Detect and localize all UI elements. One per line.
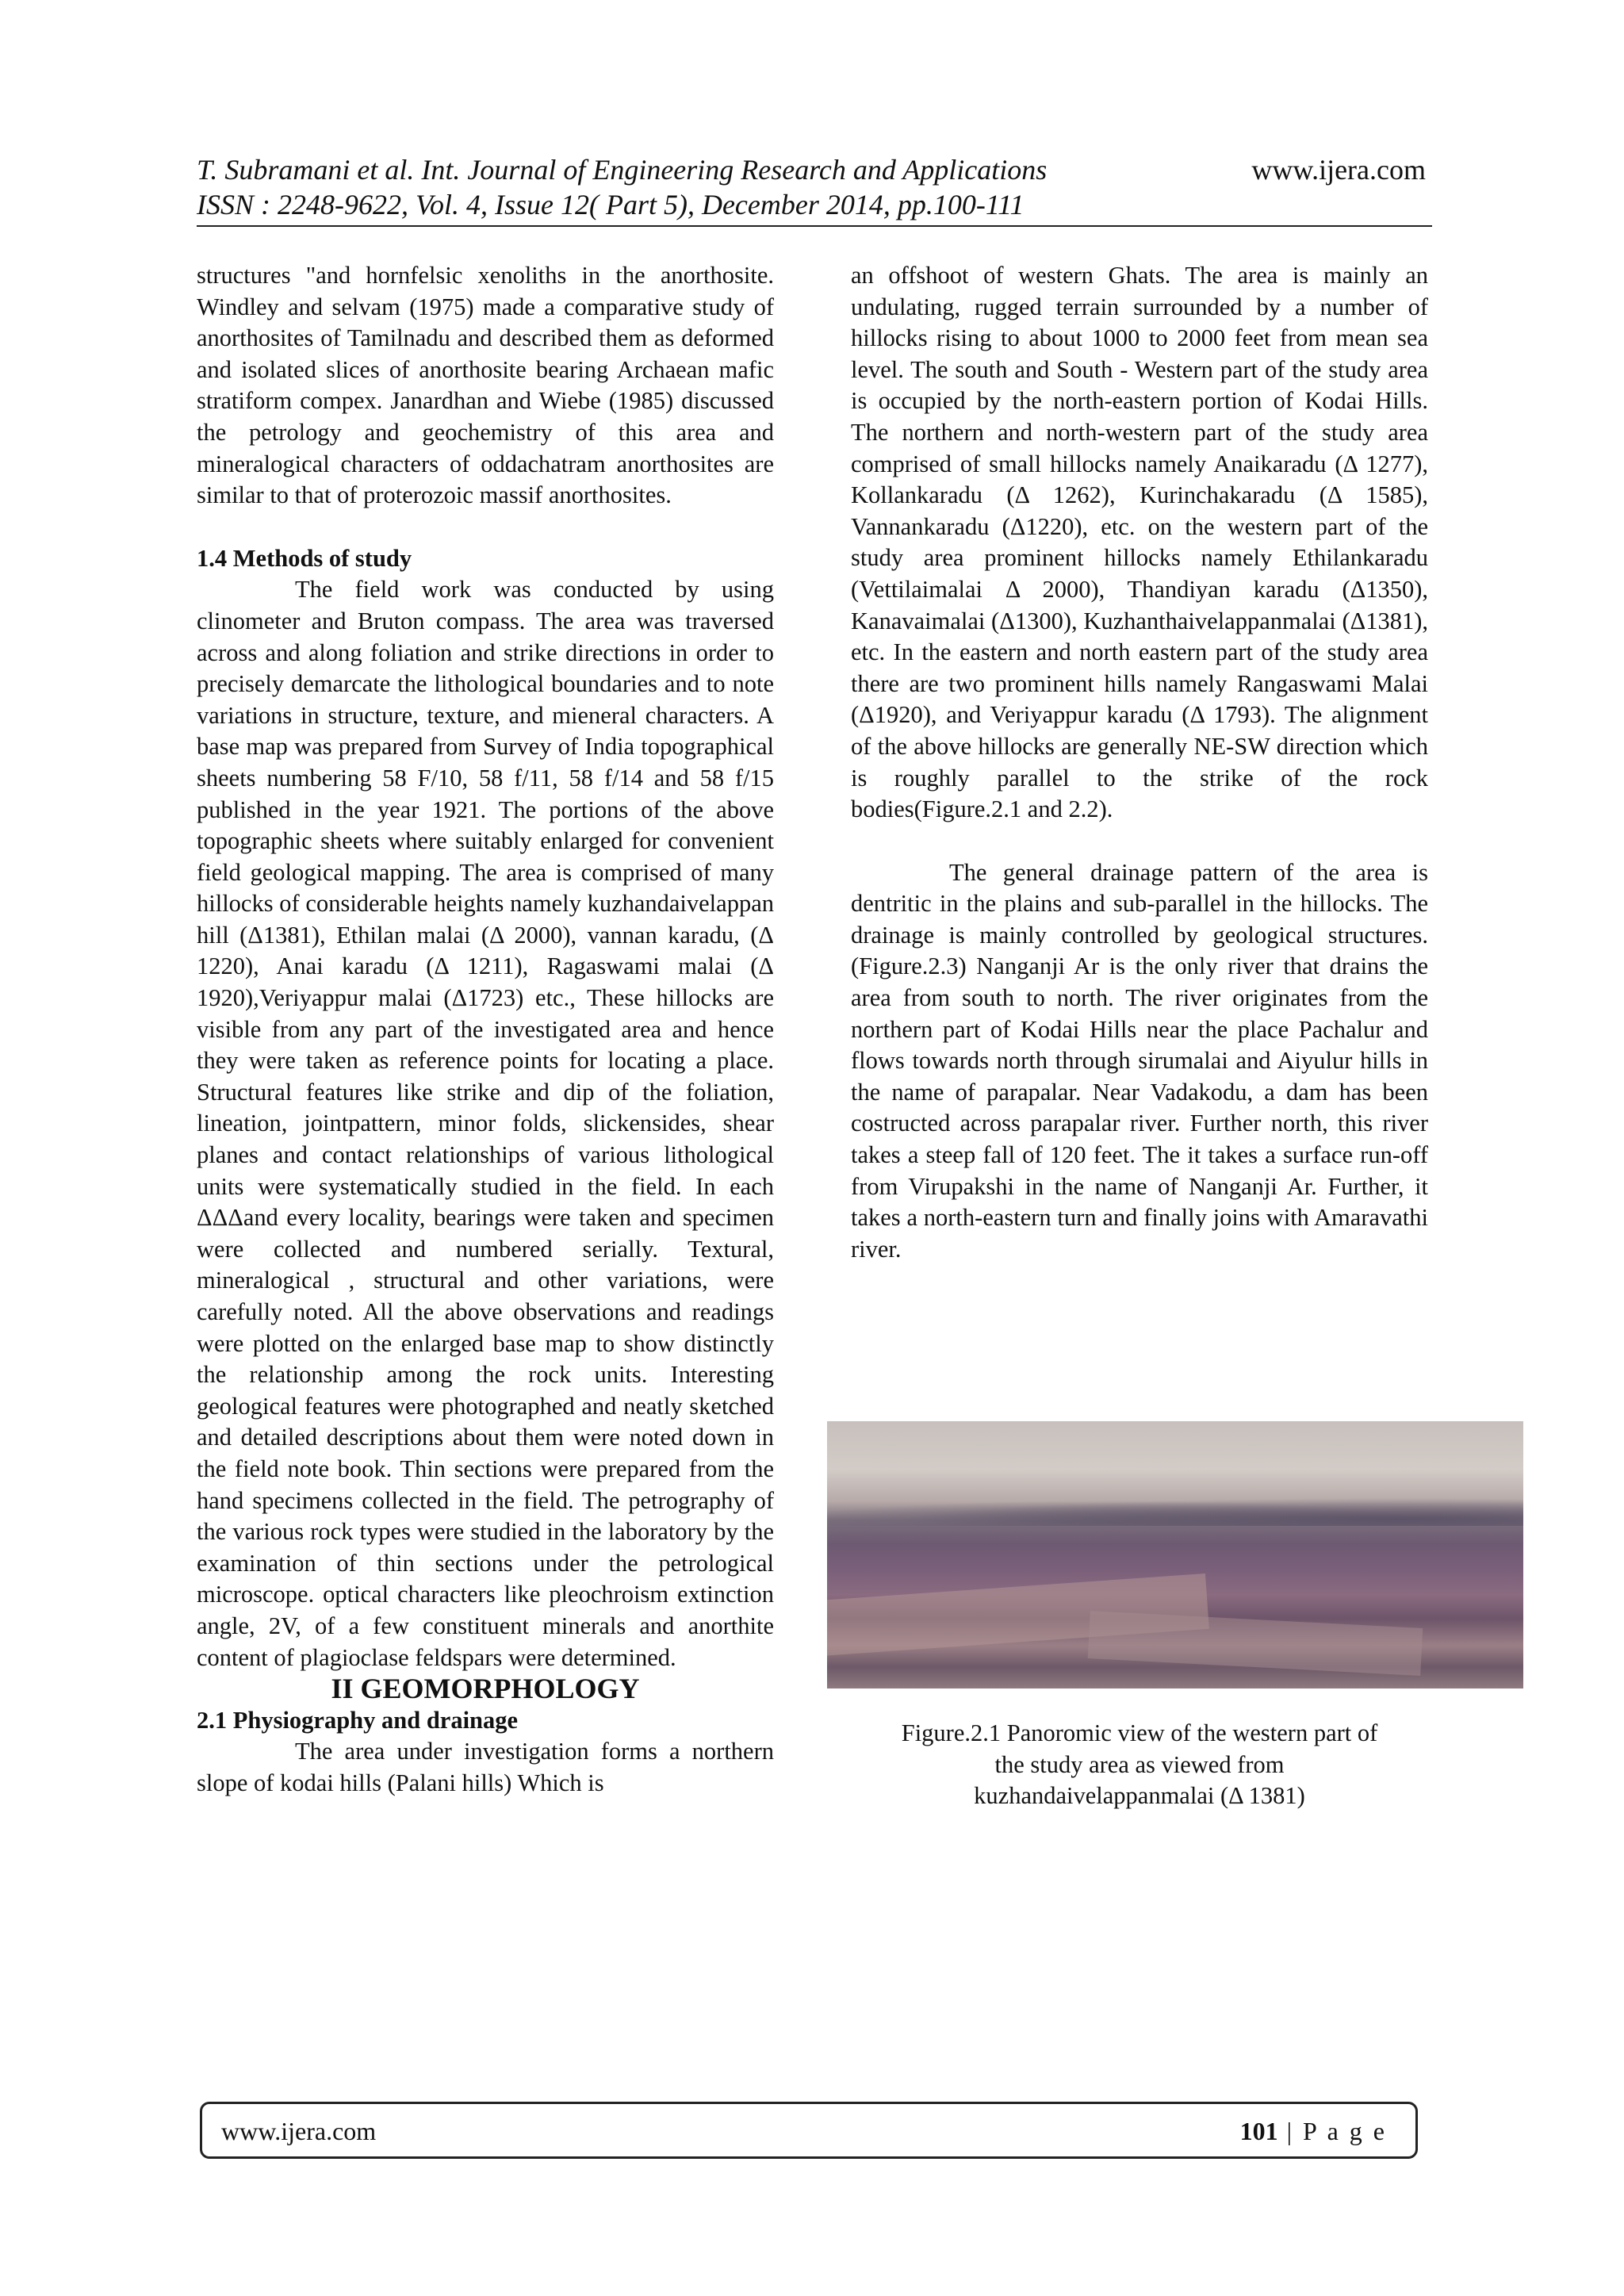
page-label: | P a g e — [1277, 2117, 1387, 2145]
caption-line: the study area as viewed from — [994, 1750, 1285, 1778]
header-website-link[interactable]: www.ijera.com — [1251, 154, 1426, 186]
journal-citation-line — [197, 152, 1426, 187]
drainage-paragraph: The general drainage pattern of the area is dentritic in the plains and sub-parallel in the hillocks. The drainage is mainly controlled by geological structures.(Figure.2.3) Nanganji Ar is the only river that drains the area from south to north. The river originates from the northern part of Kodai Hills near the place Pachalur and flows towards north through sirumalai and Aiyulur hills in the name of parapalar. Near Vadakodu, a dam has been costructed across parapalar river. Further north, this river takes a steep fall of 120 feet. The it takes a surface run-off from Virupakshi in the name of Nanganji Ar. Further, it takes a north-eastern turn and finally joins with Amaravathi river. — [851, 858, 1428, 1263]
physiography-paragraph: The area under investigation forms a northern slope of kodai hills (Palani hills) Which is — [197, 1738, 774, 1796]
issn-line: ISSN : 2248-9622, Vol. 4, Issue 12( Part 5), December 2014, pp.100-111 — [197, 189, 1025, 220]
section-heading: II GEOMORPHOLOGY — [331, 1673, 640, 1705]
right-column — [851, 260, 1428, 1265]
footer-website-link[interactable]: www.ijera.com — [221, 2117, 377, 2145]
methods-heading: 1.4 Methods of study — [197, 544, 412, 572]
paragraph-spacer — [197, 512, 774, 543]
terrain-paragraph: an offshoot of western Ghats. The area is mainly an undulating, rugged terrain surrounded by a number of hillocks rising to about 1000 to 2000 feet from mean sea level. The south and South - Western part of the study area is occupied by the north-eastern portion of Kodai Hills. The northern and north-western part of the study area comprised of small hillocks namely Anaikaradu (Δ 1277), Kollankaradu (Δ 1262), Kurinchakaradu (Δ 1585), Vannankaradu (Δ1220), etc. on the western part of the study area prominent hillocks namely Ethilankaradu (Vettilaimalai Δ 2000), Thandiyan karadu (Δ1350), Kanavaimalai (Δ1300), Kuzhanthaivelappanmalai (Δ1381), etc. In the eastern and north eastern part of the study area there are two prominent hills namely Rangaswami Malai (Δ1920), and Veriyappur karadu (Δ 1793). The alignment of the above hillocks are generally NE-SW direction which is roughly parallel to the strike of the rock bodies(Figure.2.1 and 2.2). — [851, 262, 1428, 823]
intro-paragraph: structures "and hornfelsic xenoliths in the anorthosite. Windley and selvam (1975) made a comparative study of anorthosites of Tamilnadu and described them as deformed and isolated slices of anorthosite bearing Archaean mafic stratiform compex. Janardhan and Wiebe (1985) discussed the petrology and geochemistry of this area and mineralogical characters of oddachatram anorthosites are similar to that of proterozoic massif anorthosites. — [197, 262, 774, 509]
figure-caption — [851, 1718, 1428, 1812]
foreground-field — [1088, 1611, 1423, 1676]
running-header — [197, 152, 1426, 222]
paragraph-spacer — [851, 826, 1428, 857]
page-number: 101 — [1239, 2117, 1278, 2145]
physiography-heading: 2.1 Physiography and drainage — [197, 1706, 519, 1734]
distant-hills — [827, 1494, 1523, 1526]
header-divider — [197, 225, 1432, 227]
page-footer — [200, 2102, 1418, 2159]
left-column — [197, 260, 774, 1800]
panoramic-photo — [827, 1421, 1523, 1688]
journal-title: T. Subramani et al. Int. Journal of Engineering Research and Applications — [197, 154, 1048, 186]
methods-paragraph: The field work was conducted by using clinometer and Bruton compass. The area was traversed across and along foliation and strike directions in order to precisely demarcate the lithological boundaries and to note variations in structure, texture, and mieneral characters. A base map was prepared from Survey of India topographical sheets numbering 58 F/10, 58 f/11, 58 f/14 and 58 f/15 published in the year 1921. The portions of the above topographic sheets where suitably enlarged for convenient field geological mapping. The area is comprised of many hillocks of considerable heights namely kuzhandaivelappan hill (Δ1381), Ethilan malai (Δ 2000), vannan karadu, (Δ 1220), Anai karadu (Δ 1211), Ragaswami malai (Δ 1920),Veriyappur malai (Δ1723) etc., These hillocks are visible from any part of the investigated area and hence they were taken as reference points for locating a place. Structural features like strike and dip of the foliation, lineation, jointpattern, minor folds, slickensides, shear planes and contact relationships of various lithological units were systematically studied in the field. In each ΔΔΔand every locality, bearings were taken and specimen were collected and numbered serially. Textural, mineralogical , structural and other variations, were carefully noted. All the above observations and readings were plotted on the enlarged base map to show distinctly the relationship among the rock units. Interesting geological features were photographed and neatly sketched and detailed descriptions about them were noted down in the field note book. Thin sections were prepared from the hand specimens collected in the field. The petrography of the various rock types were studied in the laboratory by the examination of thin sections under the petrological microscope. optical characters like pleochroism extinction angle, 2V, of a few constituent minerals and anorthite content of plagioclase feldspars were determined. — [197, 576, 774, 1671]
caption-line: Figure.2.1 Panoromic view of the western part of — [901, 1719, 1378, 1746]
page-indicator — [1240, 2117, 1387, 2146]
caption-line: kuzhandaivelappanmalai (Δ 1381) — [974, 1782, 1305, 1810]
